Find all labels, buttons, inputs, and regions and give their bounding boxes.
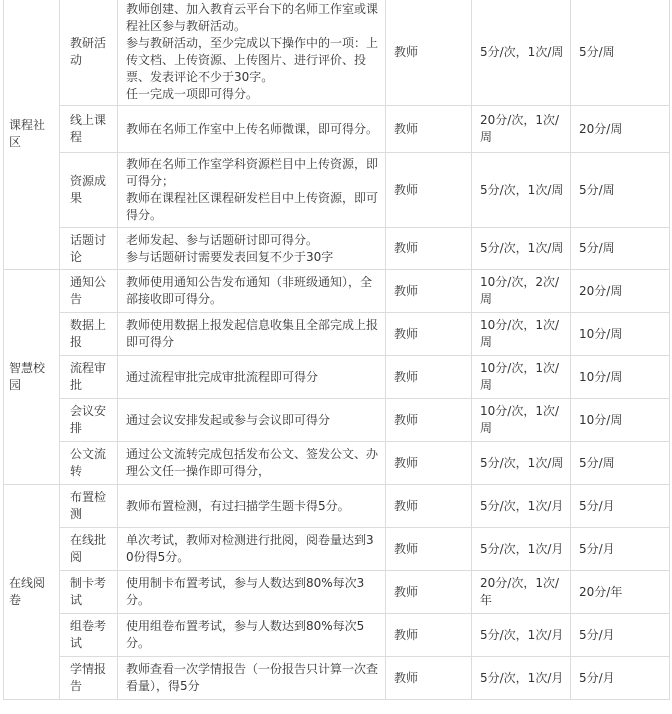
role-cell: 教师	[386, 571, 472, 614]
table-row	[4, 270, 670, 313]
item-cell: 制卡考试	[60, 571, 118, 614]
cap-cell: 10分/周	[571, 313, 670, 356]
item-cell: 教研活动	[60, 0, 118, 106]
item-cell: 数据上报	[60, 313, 118, 356]
role-cell: 教师	[386, 106, 472, 153]
description-cell: 教师在名师工作室学科资源栏目中上传资源，即可得分； 教师在课程社区课程研发栏目中上传资源，即可得分。	[118, 153, 386, 228]
cap-cell: 20分/周	[571, 106, 670, 153]
score-cell: 10分/次，1次/周	[472, 399, 571, 442]
item-cell: 会议安排	[60, 399, 118, 442]
role-cell: 教师	[386, 153, 472, 228]
scoring-rules-table	[3, 0, 670, 700]
cap-cell: 10分/周	[571, 356, 670, 399]
cap-cell: 5分/月	[571, 485, 670, 528]
score-cell: 10分/次，1次/周	[472, 313, 571, 356]
role-cell: 教师	[386, 399, 472, 442]
role-cell: 教师	[386, 0, 472, 106]
table-row	[4, 0, 670, 106]
table-row	[4, 313, 670, 356]
cap-cell: 5分/周	[571, 442, 670, 485]
description-cell: 教师使用数据上报发起信息收集且全部完成上报即可得分	[118, 313, 386, 356]
cap-cell: 5分/月	[571, 528, 670, 571]
table-row	[4, 106, 670, 153]
cap-cell: 10分/周	[571, 399, 670, 442]
score-cell: 5分/次，1次/周	[472, 442, 571, 485]
item-cell: 通知公告	[60, 270, 118, 313]
table-row	[4, 614, 670, 657]
cap-cell: 5分/月	[571, 657, 670, 700]
score-cell: 5分/次，1次/周	[472, 153, 571, 228]
item-cell: 线上课程	[60, 106, 118, 153]
item-cell: 学情报告	[60, 657, 118, 700]
table-row	[4, 657, 670, 700]
table-row	[4, 153, 670, 228]
table-row	[4, 228, 670, 270]
role-cell: 教师	[386, 657, 472, 700]
role-cell: 教师	[386, 485, 472, 528]
score-cell: 5分/次，1次/周	[472, 228, 571, 270]
cap-cell: 5分/月	[571, 614, 670, 657]
table-row	[4, 528, 670, 571]
description-cell: 使用组卷布置考试，参与人数达到80%每次5分。	[118, 614, 386, 657]
category-cell: 在线阅卷	[4, 485, 60, 700]
score-cell: 5分/次，1次/月	[472, 657, 571, 700]
score-cell: 5分/次，1次/月	[472, 485, 571, 528]
item-cell: 资源成果	[60, 153, 118, 228]
table-row	[4, 571, 670, 614]
item-cell: 流程审批	[60, 356, 118, 399]
description-cell: 通过公文流转完成包括发布公文、签发公文、办理公文任一操作即可得分，	[118, 442, 386, 485]
description-cell: 教师创建、加入教育云平台下的名师工作室或课程社区参与教研活动。 参与教研活动，至少完成以下操作中的一项：上传文档、上传资源、上传图片、进行评价、投票、发表评论不少于30字。 任一完成一项即可得分。	[118, 0, 386, 106]
cap-cell: 5分/周	[571, 0, 670, 106]
category-cell: 课程社区	[4, 0, 60, 270]
score-cell: 5分/次，1次/月	[472, 614, 571, 657]
score-cell: 20分/次，1次/周	[472, 106, 571, 153]
description-cell: 通过会议安排发起或参与会议即可得分	[118, 399, 386, 442]
description-cell: 教师使用通知公告发布通知（非班级通知），全部接收即可得分。	[118, 270, 386, 313]
description-cell: 单次考试，教师对检测进行批阅，阅卷量达到30份得5分。	[118, 528, 386, 571]
description-cell: 老师发起、参与话题研讨即可得分。 参与话题研讨需要发表回复不少于30字	[118, 228, 386, 270]
item-cell: 布置检测	[60, 485, 118, 528]
role-cell: 教师	[386, 528, 472, 571]
cap-cell: 5分/周	[571, 153, 670, 228]
role-cell: 教师	[386, 313, 472, 356]
cap-cell: 20分/周	[571, 270, 670, 313]
table-row	[4, 442, 670, 485]
table-row	[4, 399, 670, 442]
item-cell: 在线批阅	[60, 528, 118, 571]
table-row	[4, 356, 670, 399]
description-cell: 教师布置检测，有过扫描学生题卡得5分。	[118, 485, 386, 528]
cap-cell: 20分/年	[571, 571, 670, 614]
description-cell: 教师在名师工作室中上传名师微课，即可得分。	[118, 106, 386, 153]
role-cell: 教师	[386, 270, 472, 313]
role-cell: 教师	[386, 356, 472, 399]
item-cell: 组卷考试	[60, 614, 118, 657]
item-cell: 话题讨论	[60, 228, 118, 270]
category-cell: 智慧校园	[4, 270, 60, 485]
score-cell: 5分/次，1次/月	[472, 528, 571, 571]
role-cell: 教师	[386, 614, 472, 657]
score-cell: 20分/次，1次/年	[472, 571, 571, 614]
score-cell: 10分/次，2次/周	[472, 270, 571, 313]
item-cell: 公文流转	[60, 442, 118, 485]
score-cell: 10分/次，1次/周	[472, 356, 571, 399]
cap-cell: 5分/周	[571, 228, 670, 270]
score-cell: 5分/次，1次/周	[472, 0, 571, 106]
description-cell: 教师查看一次学情报告（一份报告只计算一次查看量），得5分	[118, 657, 386, 700]
description-cell: 使用制卡布置考试，参与人数达到80%每次3分。	[118, 571, 386, 614]
table-row	[4, 485, 670, 528]
role-cell: 教师	[386, 442, 472, 485]
description-cell: 通过流程审批完成审批流程即可得分	[118, 356, 386, 399]
role-cell: 教师	[386, 228, 472, 270]
